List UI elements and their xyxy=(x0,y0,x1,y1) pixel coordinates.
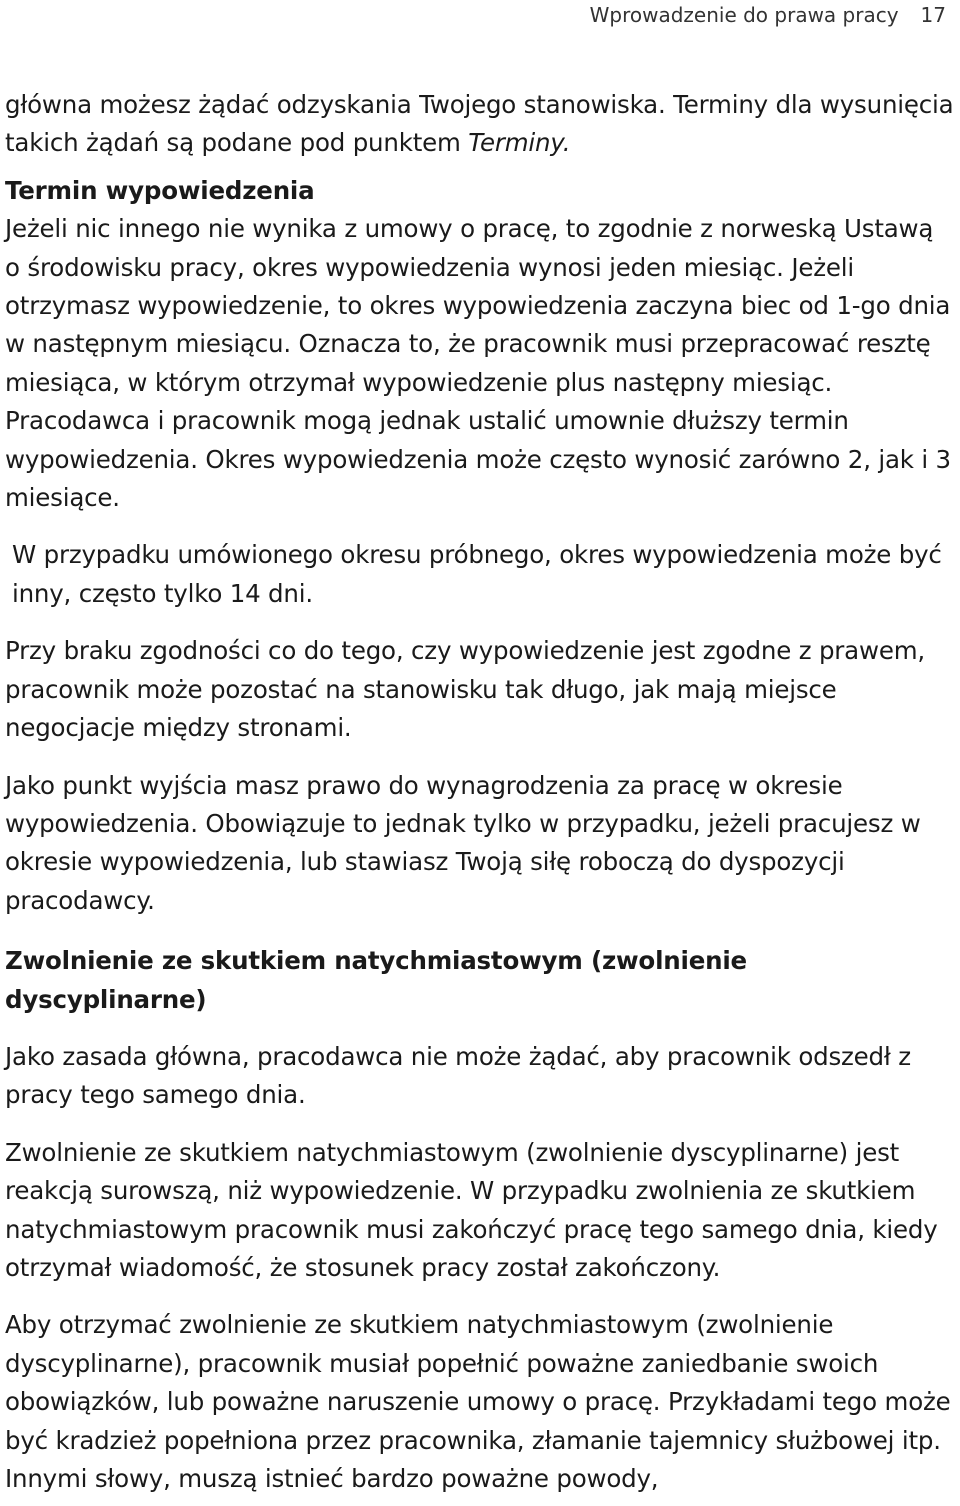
terminy-reference: Terminy. xyxy=(468,128,571,158)
paragraph-salary: Jako punkt wyjścia masz prawo do wynagrodzenia za pracę w okresie wypowiedzenia. Obowiązuje to jednak tylko w przypadku, jeżeli pracujesz w okresie wypowiedzenia, lub stawiasz Twoją siłę roboczą do dyspozycji pracodawcy. xyxy=(5,770,921,915)
running-title: Wprowadzenie do prawa pracy xyxy=(589,3,899,27)
heading-termin-wypowiedzenia: Termin wypowiedzenia xyxy=(5,175,315,205)
page-body xyxy=(5,86,955,1498)
paragraph-immediate-dismissal: Zwolnienie ze skutkiem natychmiastowym (zwolnienie dyscyplinarne) jest reakcją surowszą, niż wypowiedzenie. W przypadku zwolnienia ze skutkiem natychmiastowym pracownik musi zakończyć pracę tego samego dnia, kiedy otrzymał wiadomość, że stosunek pracy został zakończony. xyxy=(5,1137,938,1282)
paragraph-continuation xyxy=(5,86,955,163)
paragraph-notice-period: Jeżeli nic innego nie wynika z umowy o pracę, to zgodnie z norweską Ustawą o środowisku pracy, okres wypowiedzenia wynosi jeden miesiąc. Jeżeli otrzymasz wypowiedzenie, to okres wypowiedzenia zaczyna biec od 1-go dnia w następnym miesiącu. Oznacza to, że pracownik musi przepracować resztę miesiąca, w którym otrzymał wypowiedzenie plus następny miesiąc. Pracodawca i pracownik mogą jednak ustalić umownie dłuższy termin wypowiedzenia. Okres wypowiedzenia może często wynosić zarówno 2, jak i 3 miesiące. xyxy=(5,214,951,513)
running-header xyxy=(590,2,946,28)
paragraph-grounds: Aby otrzymać zwolnienie ze skutkiem natychmiastowym (zwolnienie dyscyplinarne), pracownik musiał popełnić poważne zaniedbanie swoich obowiązków, lub poważne naruszenie umowy o pracę. Przykładami tego może być kradzież popełniona przez pracownika, złamanie tajemnicy służbowej itp. Innymi słowy, muszą istnieć bardzo poważne powody, xyxy=(5,1310,951,1493)
paragraph-main-rule: Jako zasada główna, pracodawca nie może żądać, aby pracownik odszedł z pracy tego samego dnia. xyxy=(5,1041,911,1110)
page-number: 17 xyxy=(920,3,946,27)
paragraph-probation: W przypadku umówionego okresu próbnego, okres wypowiedzenia może być inny, często tylko 14 dni. xyxy=(12,540,942,608)
paragraph-disagreement: Przy braku zgodności co do tego, czy wypowiedzenie jest zgodne z prawem, pracownik może pozostać na stanowisku tak długo, jak mają miejsce negocjacje między stronami. xyxy=(5,636,925,743)
continuation-text: główna możesz żądać odzyskania Twojego stanowiska. Terminy dla wysunięcia takich żądań są podane pod punktem xyxy=(5,90,954,158)
heading-zwolnienie-dyscyplinarne: Zwolnienie ze skutkiem natychmiastowym (zwolnienie dyscyplinarne) xyxy=(5,946,747,1014)
